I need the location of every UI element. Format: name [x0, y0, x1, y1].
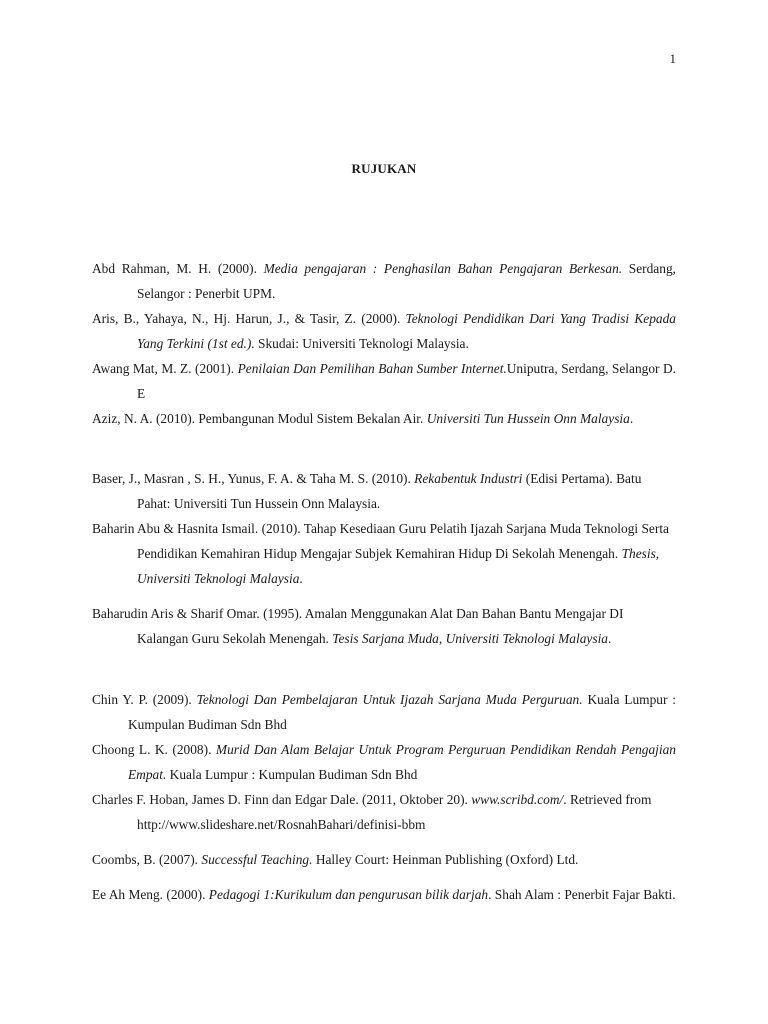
- reference-text: Skudai: Universiti Teknologi Malaysia.: [254, 336, 469, 351]
- reference-text: Baharin Abu & Hasnita Ismail. (2010). Tahap Kesediaan Guru Pelatih Ijazah Sarjana Muda Teknologi Serta Pendidikan Kemahiran Hidup Mengajar Subjek Kemahiran Hidup Di Sekolah Menengah.: [92, 521, 669, 561]
- reference-text: (Edisi Pertama). Batu Pahat: Universiti Tun Hussein Onn Malaysia.: [137, 471, 642, 511]
- reference-text: Charles F. Hoban, James D. Finn dan Edgar Dale. (2011, Oktober 20).: [92, 792, 472, 807]
- page-number: 1: [669, 51, 676, 66]
- reference-text: Halley Court: Heinman Publishing (Oxford) Ltd.: [312, 852, 579, 867]
- reference-text: .: [608, 631, 612, 646]
- reference-text: Uniputra, Serdang, Selangor D. E: [137, 361, 676, 401]
- reference-entry: [92, 882, 676, 907]
- reference-text: Aris, B., Yahaya, N., Hj. Harun, J., & Tasir, Z. (2000).: [92, 311, 406, 326]
- reference-text: .: [299, 571, 303, 586]
- reference-text: .: [629, 411, 634, 426]
- reference-entry: [92, 847, 676, 872]
- reference-entry: [92, 256, 676, 306]
- reference-text: Awang Mat, M. Z. (2001).: [92, 361, 238, 376]
- reference-title-italic: Penilaian Dan Pemilihan Bahan Sumber Internet.: [237, 361, 507, 376]
- reference-entry: [92, 737, 676, 787]
- reference-entry: [92, 687, 676, 737]
- reference-title-italic: Successful Teaching.: [201, 852, 313, 867]
- reference-text: Ee Ah Meng. (2000).: [92, 887, 209, 902]
- reference-text: . Shah Alam : Penerbit Fajar Bakti.: [488, 887, 676, 902]
- reference-entry: [92, 306, 676, 356]
- reference-title-italic: Rekabentuk Industri: [414, 471, 523, 486]
- reference-text: Coombs, B. (2007).: [92, 852, 202, 867]
- reference-entry: [92, 787, 676, 837]
- reference-text: Baser, J., Masran , S. H., Yunus, F. A. & Taha M. S. (2010).: [92, 471, 415, 486]
- reference-text: . Retrieved from http://www.slideshare.net/RosnahBahari/definisi-bbm: [137, 792, 652, 832]
- reference-title-italic: Tesis Sarjana Muda, Universiti Teknologi Malaysia: [332, 631, 608, 646]
- reference-text: Chin Y. P. (2009).: [92, 692, 197, 707]
- reference-text: Kuala Lumpur : Kumpulan Budiman Sdn Bhd: [128, 692, 676, 732]
- reference-text: Aziz, N. A. (2010). Pembangunan Modul Sistem Bekalan Air.: [92, 411, 427, 426]
- reference-title-italic: Media pengajaran : Penghasilan Bahan Pengajaran Berkesan.: [263, 261, 623, 276]
- reference-entry: [92, 406, 676, 431]
- reference-entry: [92, 516, 676, 591]
- reference-title-italic: Thesis, Universiti Teknologi Malaysia: [137, 546, 660, 586]
- reference-text: Choong L. K. (2008).: [92, 742, 216, 757]
- reference-title-italic: Teknologi Dan Pembelajaran Untuk Ijazah Sarjana Muda Perguruan.: [196, 692, 583, 707]
- reference-text: Serdang, Selangor : Penerbit UPM.: [137, 261, 676, 301]
- reference-title-italic: www.scribd.com/: [471, 792, 564, 807]
- page-title: RUJUKAN: [351, 161, 417, 176]
- reference-entry: [92, 466, 676, 516]
- reference-title-italic: Universiti Tun Hussein Onn Malaysia: [426, 411, 630, 426]
- reference-title-italic: Murid Dan Alam Belajar Untuk Program Perguruan Pendidikan Rendah Pengajian Empat.: [128, 742, 676, 782]
- reference-entry: [92, 356, 676, 406]
- reference-title-italic: Pedagogi 1:Kurikulum dan pengurusan bilik darjah: [208, 887, 489, 902]
- reference-text: Abd Rahman, M. H. (2000).: [92, 261, 264, 276]
- reference-text: Kuala Lumpur : Kumpulan Budiman Sdn Bhd: [166, 767, 418, 782]
- reference-entry: [92, 601, 676, 651]
- reference-text: Baharudin Aris & Sharif Omar. (1995). Amalan Menggunakan Alat Dan Bahan Bantu Mengajar DI Kalangan Guru Sekolah Menengah.: [92, 606, 624, 646]
- reference-title-italic: Teknologi Pendidikan Dari Yang Tradisi Kepada Yang Terkini (1st ed.).: [137, 311, 677, 351]
